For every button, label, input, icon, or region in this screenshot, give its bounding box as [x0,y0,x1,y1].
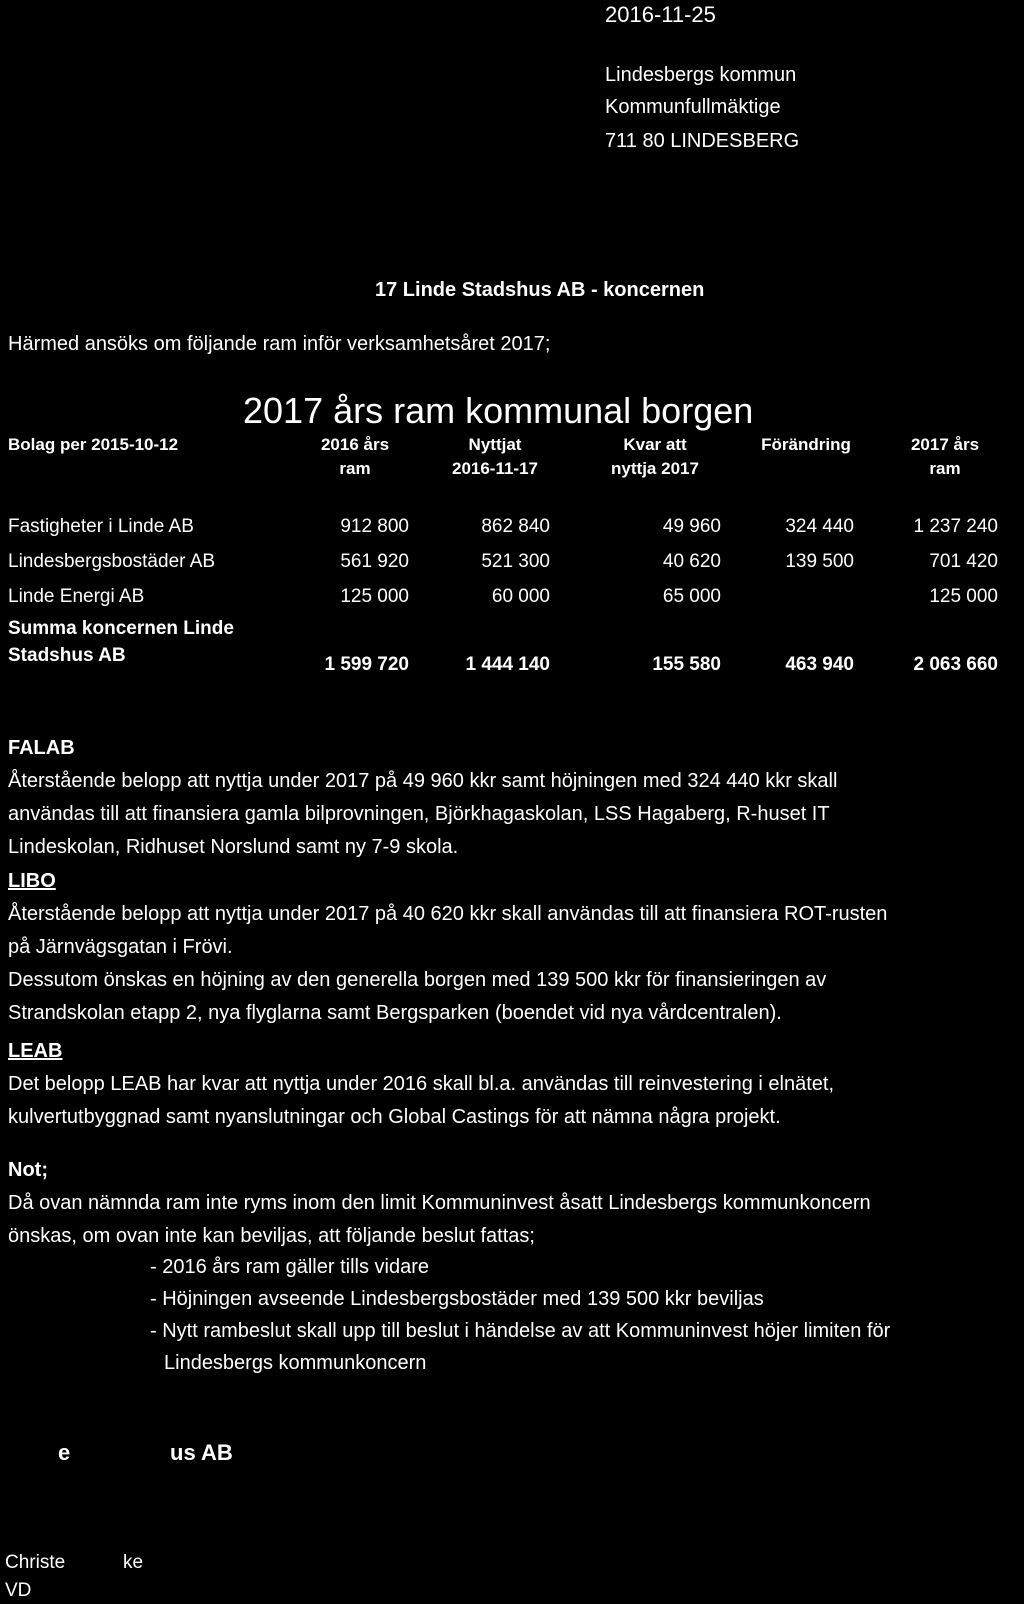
table-cell: 324 440 [785,516,854,537]
signoff-company-left: e [58,1440,71,1465]
signoff-company-right: us AB [170,1440,233,1465]
row-label-fastigheter: Fastigheter i Linde AB [8,516,194,537]
table-cell: 862 840 [481,516,550,537]
column-header-nyttjat: Nyttjat 2016-11-17 [451,435,539,478]
table-cell: 1 237 240 [913,516,998,537]
table-title: 2017 års ram kommunal borgen [243,390,754,431]
table-cell: 65 000 [662,586,721,607]
falab-text: Återstående belopp att nyttja under 2017 på 49 960 kkr samt höjningen med 324 440 kkr skall användas till att finansiera gamla bilprovningen, Björkhagaskolan, LSS Hagaberg, R-huset IT Lindeskolan, Ridhuset Norslund samt ny 7-9 skola. [8,770,838,858]
table-cell: 125 000 [929,586,998,607]
column-header-forandring: Förändring [761,435,851,454]
section-title-leab: LEAB [8,1040,63,1062]
column-header-kvar-att: Kvar att nyttja 2017 [611,435,699,478]
column-header-company: Bolag per 2015-10-12 [8,435,179,454]
signer-name-right: ke [123,1552,144,1573]
list-item: Lindesbergs kommunkoncern [164,1352,427,1374]
table-cell: 521 300 [481,551,550,572]
signer-name-left: Christe [5,1552,66,1573]
section-title-libo: LIBO [8,870,56,892]
recipient-line-2: Kommunfullmäktige [605,96,781,118]
row-label-linde-energi: Linde Energi AB [8,586,145,607]
table-cell: 49 960 [662,516,721,537]
table-cell: 701 420 [929,551,998,572]
table-cell: 60 000 [491,586,550,607]
total-cell: 1 444 140 [465,654,550,675]
not-text: Då ovan nämnda ram inte ryms inom den limit Kommuninvest åsatt Lindesbergs kommunkoncern önskas, om ovan inte kan beviljas, att följande beslut fattas; [8,1192,871,1247]
table-cell: 139 500 [785,551,854,572]
section-title-falab: FALAB [8,737,75,759]
table-cell: 561 920 [340,551,409,572]
leab-text: Det belopp LEAB har kvar att nyttja under 2016 skall bl.a. användas till reinvestering i elnätet, kulvertutbyggnad samt nyanslutningar och Global Castings för att nämna några projekt. [8,1073,835,1128]
total-cell: 1 599 720 [324,654,409,675]
total-cell: 155 580 [652,654,721,675]
column-header-2017-ram: 2017 års ram [910,435,980,478]
list-item: - Nytt rambeslut skall upp till beslut i händelse av att Kommuninvest höjer limiten för [150,1320,891,1342]
signer-role: VD [5,1580,32,1601]
document-heading: 17 Linde Stadshus AB - koncernen [375,279,705,301]
total-label-line-2: Stadshus AB [8,645,126,666]
section-title-not: Not; [8,1159,48,1181]
recipient-line-1: Lindesbergs kommun [605,64,797,86]
document-date: 2016-11-25 [605,2,716,27]
list-item: - 2016 års ram gäller tills vidare [150,1256,429,1278]
table-cell: 125 000 [340,586,409,607]
recipient-line-3: 711 80 LINDESBERG [605,130,800,152]
total-cell: 463 940 [785,654,854,675]
row-label-lindesbergsbostader: Lindesbergsbostäder AB [8,551,216,572]
libo-text: Återstående belopp att nyttja under 2017 på 40 620 kkr skall användas till att finansiera ROT-rusten på Järnvägsgatan i Frövi. Dessutom önskas en höjning av den generella borgen med 139 500 kkr för finansieringen av Strandskolan etapp 2, nya flyglarna samt Bergsparken (boendet vid nya vårdcentralen). [8,903,888,1024]
total-label-line-1: Summa koncernen Linde [8,618,234,639]
total-cell: 2 063 660 [913,654,998,675]
column-header-2016-ram: 2016 års ram [320,435,390,478]
intro-text: Härmed ansöks om följande ram inför verksamhetsåret 2017; [8,333,551,355]
table-cell: 40 620 [662,551,721,572]
table-cell: 912 800 [340,516,409,537]
list-item: - Höjningen avseende Lindesbergsbostäder med 139 500 kkr beviljas [150,1288,764,1310]
